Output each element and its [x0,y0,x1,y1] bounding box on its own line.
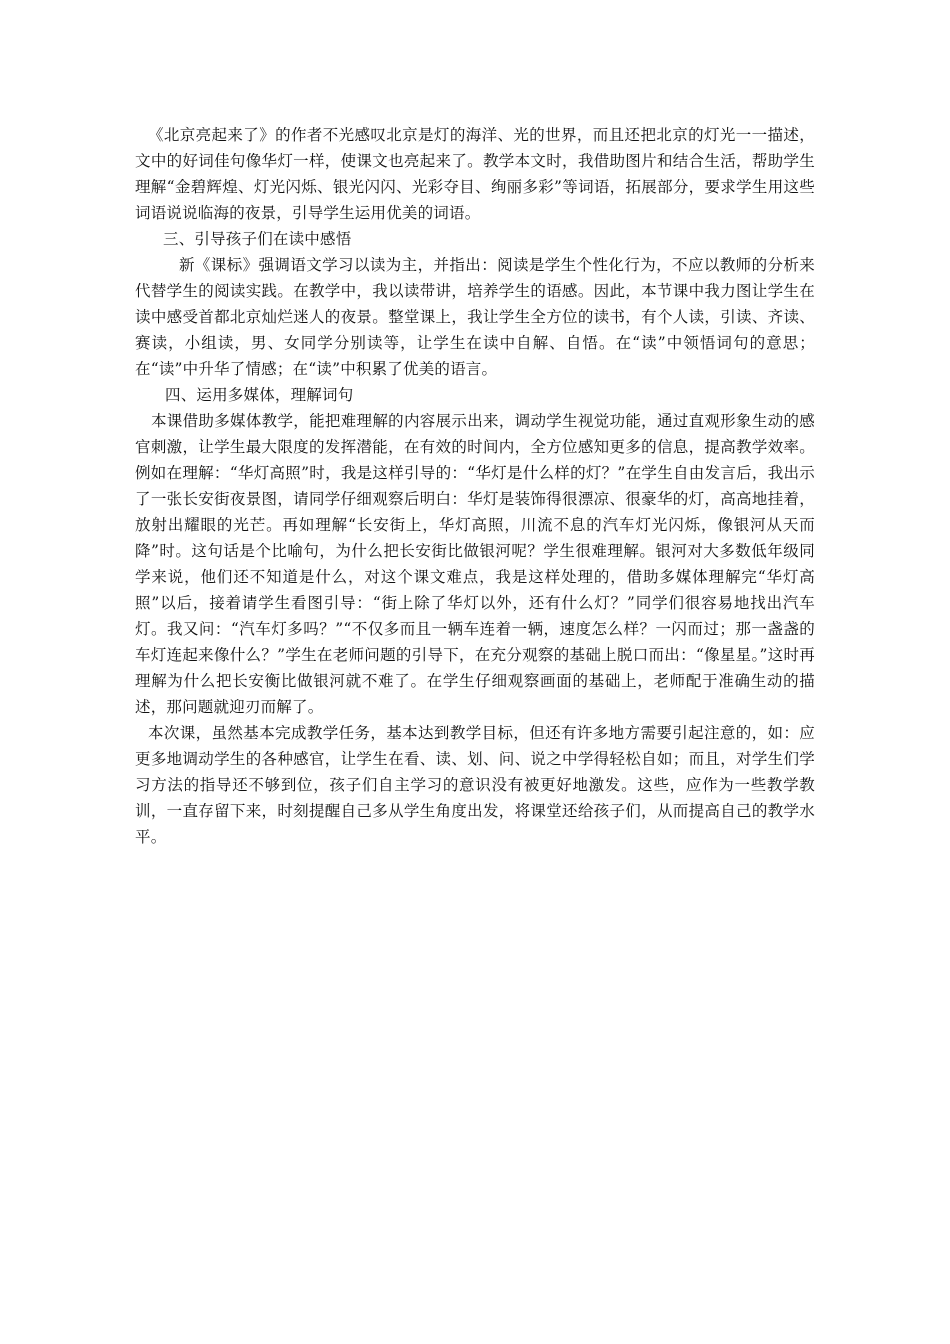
document-body [135,122,815,850]
paragraph-intro: 《北京亮起来了》的作者不光感叹北京是灯的海洋、光的世界，而且还把北京的灯光一一描述，文中的好词佳句像华灯一样，使课文也亮起来了。教学本文时，我借助图片和结合生活，帮助学生理解“金碧辉煌、灯光闪烁、银光闪闪、光彩夺目、绚丽多彩”等词语，拓展部分，要求学生用这些词语说说临海的夜景，引导学生运用优美的词语。 [135,126,815,222]
section-heading-3: 三、引导孩子们在读中感悟 [163,230,352,248]
paragraph-multimedia: 本课借助多媒体教学，能把难理解的内容展示出来，调动学生视觉功能，通过直观形象生动的感官刺激，让学生最大限度的发挥潜能，在有效的时间内，全方位感知更多的信息，提高教学效率。例如在理解：“华灯高照”时，我是这样引导的：“华灯是什么样的灯？”在学生自由发言后，我出示了一张长安街夜景图，请同学仔细观察后明白：华灯是装饰得很漂凉、很豪华的灯，高高地挂着，放射出耀眼的光芒。再如理解“长安街上，华灯高照，川流不息的汽车灯光闪烁，像银河从天而降”时。这句话是个比喻句，为什么把长安街比做银河呢？学生很难理解。银河对大多数低年级同学来说，他们还不知道是什么，对这个课文难点，我是这样处理的，借助多媒体理解完“华灯高照”以后，接着请学生看图引导：“街上除了华灯以外，还有什么灯？”同学们很容易地找出汽车灯。我又问：“汽车灯多吗？”“不仅多而且一辆车连着一辆，速度怎么样？一闪而过；那一盏盏的车灯连起来像什么？”学生在老师问题的引导下，在充分观察的基础上脱口而出：“像星星。”这时再理解为什么把长安衡比做银河就不难了。在学生仔细观察画面的基础上，老师配于准确生动的描述，那问题就迎刃而解了。 [135,412,815,716]
paragraph-reading: 新《课标》强调语文学习以读为主，并指出：阅读是学生个性化行为，不应以教师的分析来代替学生的阅读实践。在教学中，我以读带讲，培养学生的语感。因此，本节课中我力图让学生在读中感受首都北京灿烂迷人的夜景。整堂课上，我让学生全方位的读书，有个人读，引读、齐读、赛读，小组读，男、女同学分别读等，让学生在读中自解、自悟。在“读”中领悟词句的意思；在“读”中升华了情感；在“读”中积累了优美的语言。 [135,256,815,378]
paragraph-reflection: 本次课，虽然基本完成教学任务，基本达到教学目标，但还有许多地方需要引起注意的，如：应更多地调动学生的各种感官，让学生在看、读、划、问、说之中学得轻松自如；而且，对学生们学习方法的指导还不够到位，孩子们自主学习的意识没有被更好地激发。这些，应作为一些教学教训，一直存留下来，时刻提醒自己多从学生角度出发，将课堂还给孩子们，从而提高自己的教学水平。 [135,724,815,846]
section-heading-4: 四、运用多媒体，理解词句 [165,386,354,404]
